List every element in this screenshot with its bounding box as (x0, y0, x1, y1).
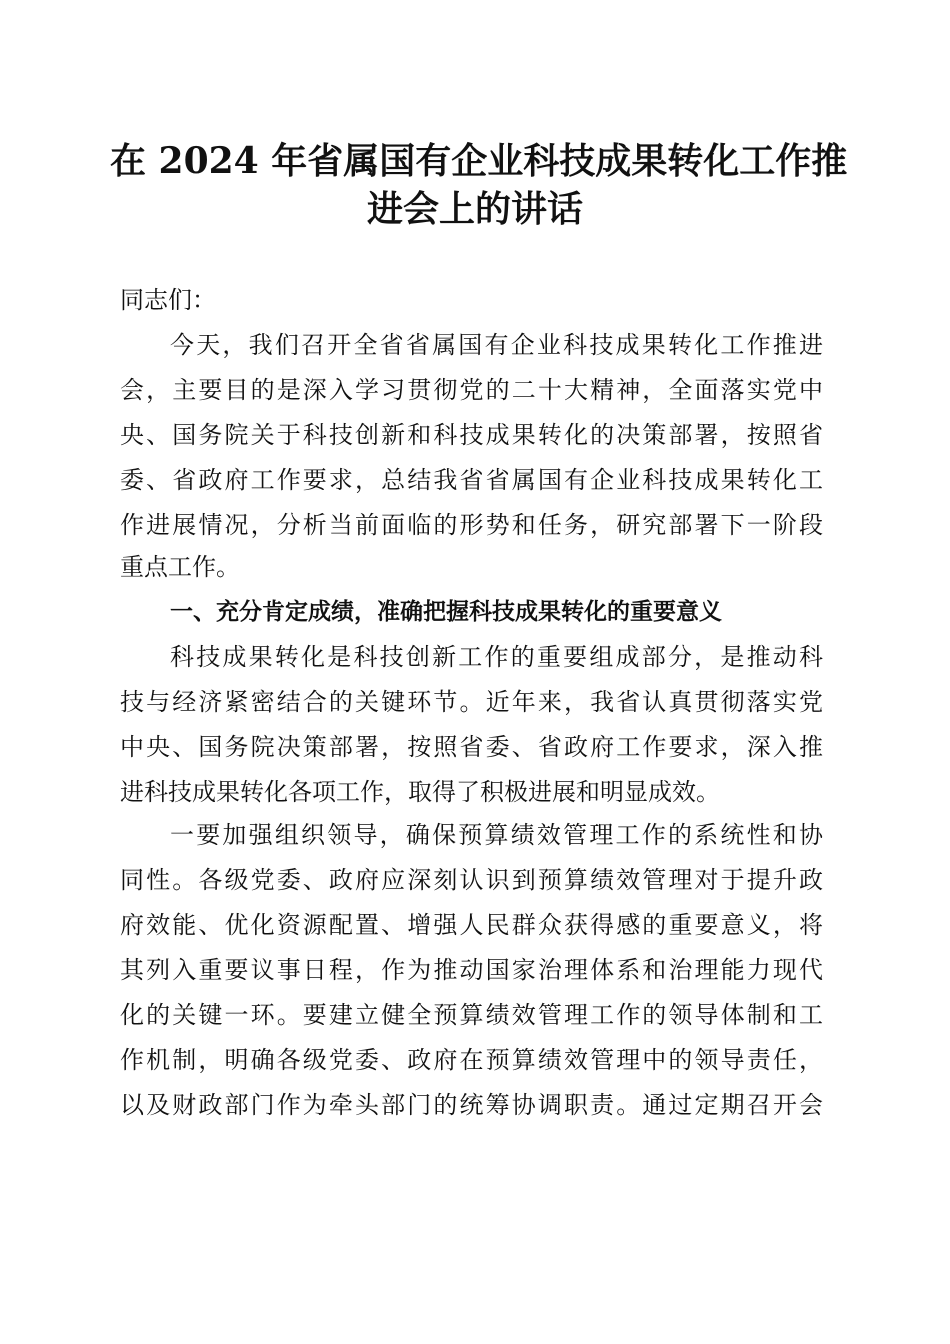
section-heading: 一、充分肯定成绩，准确把握科技成果转化的重要意义 (170, 599, 722, 625)
paragraph-2-line: 进科技成果转化各项工作，取得了积极进展和明显成效。 (120, 778, 720, 806)
paragraph-3-line: 作机制，明确各级党委、政府在预算绩效管理中的领导责任， (120, 1046, 823, 1074)
paragraph-1-line: 今天，我们召开全省省属国有企业科技成果转化工作推进 (170, 331, 823, 359)
paragraph-1-line: 重点工作。 (120, 553, 240, 581)
paragraph-3-line: 其列入重要议事日程，作为推动国家治理体系和治理能力现代 (120, 956, 823, 984)
paragraph-3-line: 化的关键一环。要建立健全预算绩效管理工作的领导体制和工 (120, 1001, 823, 1029)
document-title-line-1: 在 2024 年省属国有企业科技成果转化工作推 (110, 140, 848, 182)
paragraph-3-line: 同性。各级党委、政府应深刻认识到预算绩效管理对于提升政 (120, 866, 823, 894)
paragraph-3-line: 以及财政部门作为牵头部门的统筹协调职责。通过定期召开会 (120, 1091, 823, 1119)
document-title-line-2: 进会上的讲话 (366, 188, 583, 230)
paragraph-1-line: 央、国务院关于科技创新和科技成果转化的决策部署，按照省 (120, 421, 823, 449)
paragraph-1-line: 委、省政府工作要求，总结我省省属国有企业科技成果转化工 (120, 466, 823, 494)
paragraph-3-line: 一要加强组织领导，确保预算绩效管理工作的系统性和协 (170, 821, 823, 849)
paragraph-3-line: 府效能、优化资源配置、增强人民群众获得感的重要意义，将 (120, 911, 823, 939)
paragraph-2-line: 技与经济紧密结合的关键环节。近年来，我省认真贯彻落实党 (120, 688, 823, 716)
salutation: 同志们： (120, 286, 216, 314)
paragraph-2-line: 中央、国务院决策部署，按照省委、省政府工作要求，深入推 (120, 733, 823, 761)
paragraph-2-line: 科技成果转化是科技创新工作的重要组成部分，是推动科 (170, 643, 823, 671)
paragraph-1-line: 会，主要目的是深入学习贯彻党的二十大精神，全面落实党中 (120, 376, 823, 404)
paragraph-1-line: 作进展情况，分析当前面临的形势和任务，研究部署下一阶段 (120, 511, 823, 539)
